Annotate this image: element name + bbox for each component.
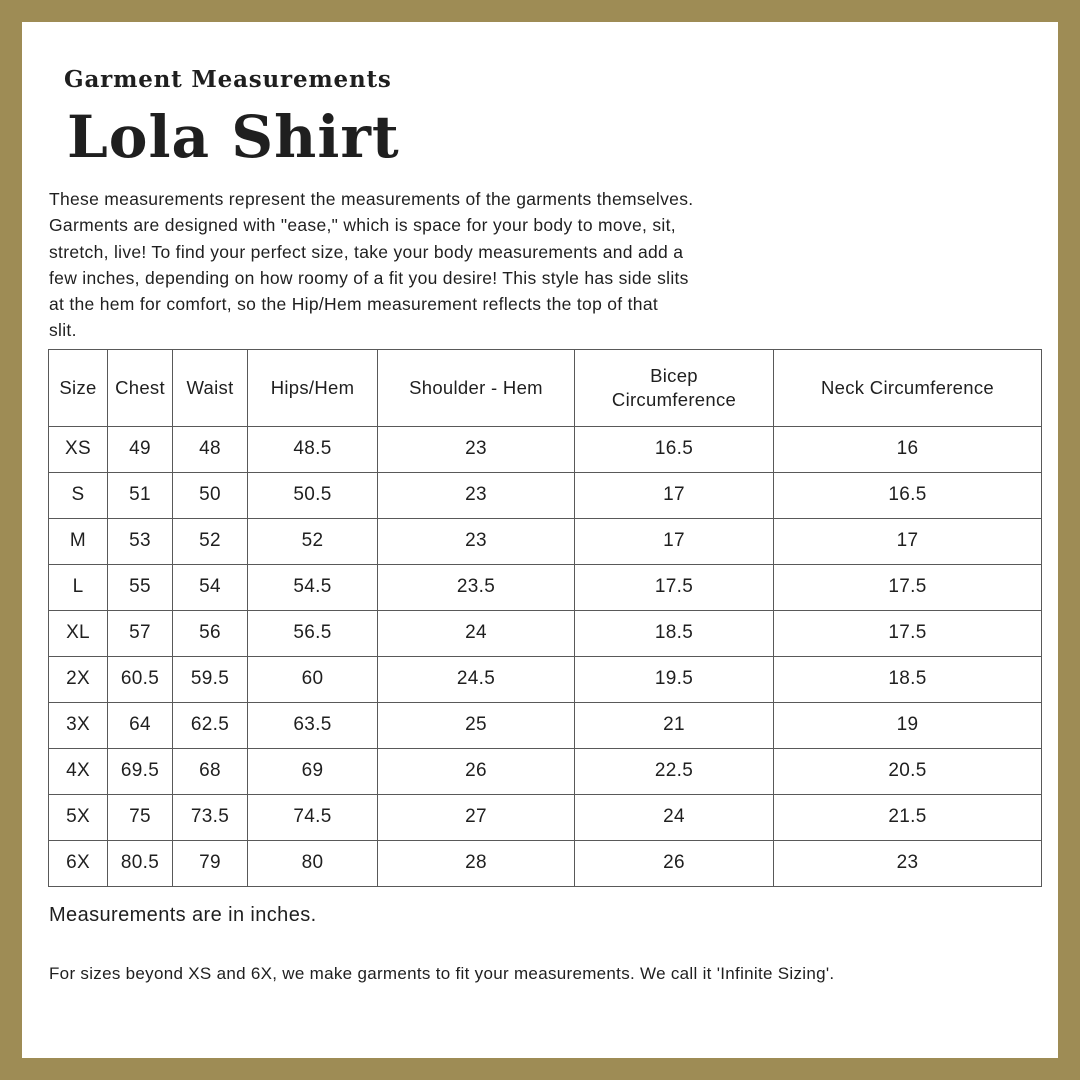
measurement-cell: 48.5: [248, 426, 378, 472]
measurement-cell: 50.5: [248, 472, 378, 518]
measurement-cell: 19: [774, 702, 1042, 748]
column-header: Size: [49, 349, 108, 426]
measurement-cell: 26: [378, 748, 575, 794]
table-row: [49, 472, 1042, 518]
measurement-cell: 25: [378, 702, 575, 748]
column-header: Hips/Hem: [248, 349, 378, 426]
measurement-cell: 19.5: [575, 656, 774, 702]
measurement-cell: 80: [248, 840, 378, 886]
column-header: Shoulder - Hem: [378, 349, 575, 426]
measurement-cell: 56: [173, 610, 248, 656]
measurements-table: [48, 349, 1042, 887]
measurement-cell: 60.5: [108, 656, 173, 702]
measurement-cell: 26: [575, 840, 774, 886]
measurement-cell: 52: [173, 518, 248, 564]
column-header: Bicep Circumference: [575, 349, 774, 426]
measurement-cell: 20.5: [774, 748, 1042, 794]
size-cell: XS: [49, 426, 108, 472]
measurement-cell: 16.5: [774, 472, 1042, 518]
table-row: [49, 518, 1042, 564]
measurement-cell: 57: [108, 610, 173, 656]
table-header-row: [49, 349, 1042, 426]
measurement-cell: 17.5: [575, 564, 774, 610]
measurement-cell: 50: [173, 472, 248, 518]
size-cell: L: [49, 564, 108, 610]
measurement-cell: 18.5: [575, 610, 774, 656]
description-paragraph: [49, 186, 1028, 344]
measurement-cell: 23: [378, 518, 575, 564]
size-cell: M: [49, 518, 108, 564]
measurement-cell: 23: [378, 472, 575, 518]
measurement-cell: 21.5: [774, 794, 1042, 840]
measurement-cell: 28: [378, 840, 575, 886]
size-cell: 3X: [49, 702, 108, 748]
measurement-cell: 17: [774, 518, 1042, 564]
size-cell: 5X: [49, 794, 108, 840]
table-row: [49, 702, 1042, 748]
measurement-cell: 17: [575, 472, 774, 518]
measurement-cell: 56.5: [248, 610, 378, 656]
size-cell: XL: [49, 610, 108, 656]
measurement-cell: 63.5: [248, 702, 378, 748]
page-title: Lola Shirt: [67, 103, 400, 171]
measurement-cell: 23: [774, 840, 1042, 886]
measurement-cell: 27: [378, 794, 575, 840]
description-line: stretch, live! To find your perfect size, take your body measurements and add a: [49, 241, 684, 262]
column-header: Neck Circumference: [774, 349, 1042, 426]
measurement-cell: 69: [248, 748, 378, 794]
table-row: [49, 794, 1042, 840]
measurement-cell: 55: [108, 564, 173, 610]
measurement-cell: 74.5: [248, 794, 378, 840]
measurement-cell: 68: [173, 748, 248, 794]
size-chart-card: [22, 22, 1058, 1058]
measurement-cell: 48: [173, 426, 248, 472]
measurement-cell: 17.5: [774, 564, 1042, 610]
description-line: slit.: [49, 320, 77, 341]
size-cell: 2X: [49, 656, 108, 702]
table-row: [49, 840, 1042, 886]
table-row: [49, 426, 1042, 472]
measurement-cell: 23: [378, 426, 575, 472]
measurement-cell: 16.5: [575, 426, 774, 472]
description-line: Garments are designed with "ease," which is space for your body to move, sit,: [49, 215, 676, 236]
description-line: few inches, depending on how roomy of a fit you desire! This style has side slits: [49, 267, 689, 288]
measurement-cell: 60: [248, 656, 378, 702]
measurement-cell: 79: [173, 840, 248, 886]
measurement-cell: 49: [108, 426, 173, 472]
measurement-cell: 59.5: [173, 656, 248, 702]
table-row: [49, 748, 1042, 794]
measurement-cell: 64: [108, 702, 173, 748]
measurement-cell: 52: [248, 518, 378, 564]
description-line: These measurements represent the measurements of the garments themselves.: [49, 189, 694, 209]
table-row: [49, 610, 1042, 656]
size-cell: 4X: [49, 748, 108, 794]
table-row: [49, 656, 1042, 702]
measurement-cell: 21: [575, 702, 774, 748]
measurement-cell: 53: [108, 518, 173, 564]
measurement-cell: 24: [575, 794, 774, 840]
measurement-cell: 75: [108, 794, 173, 840]
measurement-cell: 73.5: [173, 794, 248, 840]
infinite-sizing-note: For sizes beyond XS and 6X, we make garments to fit your measurements. We call it 'Infinite Sizing'.: [49, 963, 835, 983]
measurement-cell: 22.5: [575, 748, 774, 794]
measurement-cell: 54.5: [248, 564, 378, 610]
measurement-cell: 51: [108, 472, 173, 518]
measurement-cell: 23.5: [378, 564, 575, 610]
measurement-cell: 24.5: [378, 656, 575, 702]
measurement-cell: 16: [774, 426, 1042, 472]
size-cell: 6X: [49, 840, 108, 886]
measurement-cell: 17.5: [774, 610, 1042, 656]
column-header: Chest: [108, 349, 173, 426]
measurement-cell: 18.5: [774, 656, 1042, 702]
units-note: Measurements are in inches.: [49, 903, 317, 926]
table-row: [49, 564, 1042, 610]
column-header: Waist: [173, 349, 248, 426]
measurement-cell: 24: [378, 610, 575, 656]
measurement-cell: 62.5: [173, 702, 248, 748]
size-cell: S: [49, 472, 108, 518]
measurement-cell: 69.5: [108, 748, 173, 794]
eyebrow-heading: Garment Measurements: [64, 66, 392, 93]
measurement-cell: 54: [173, 564, 248, 610]
measurement-cell: 80.5: [108, 840, 173, 886]
description-line: at the hem for comfort, so the Hip/Hem measurement reflects the top of that: [49, 294, 659, 315]
measurement-cell: 17: [575, 518, 774, 564]
